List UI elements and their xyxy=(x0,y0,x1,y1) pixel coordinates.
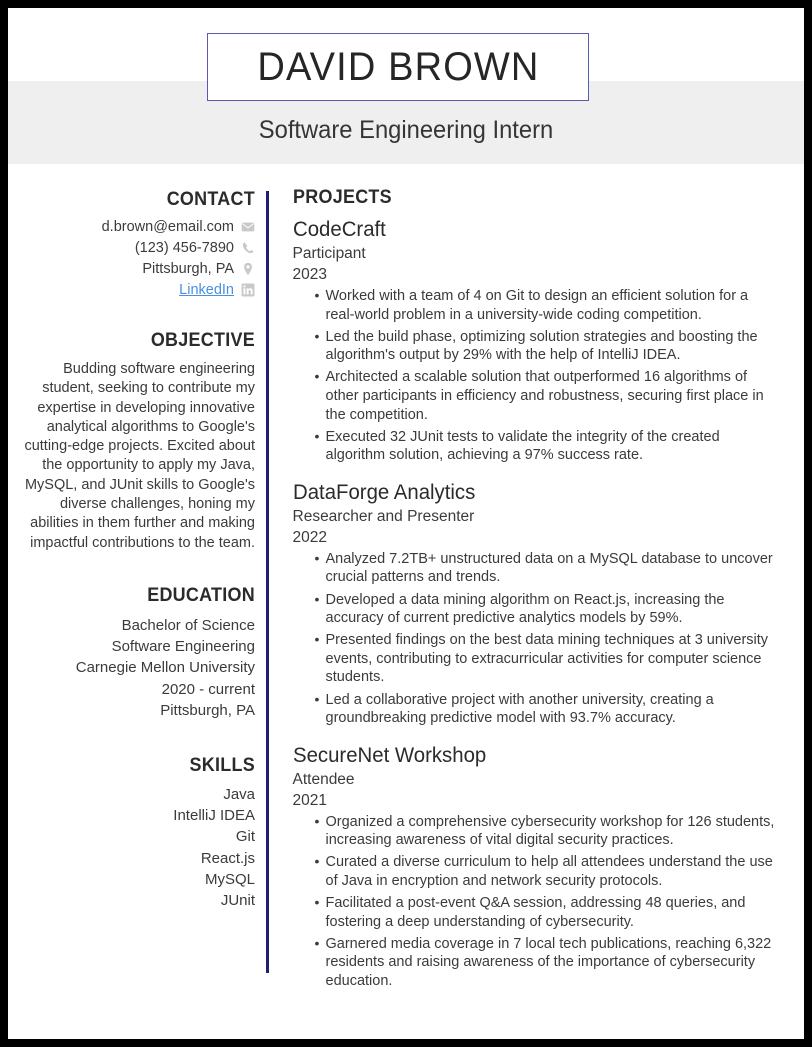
contact-email-text: d.brown@email.com xyxy=(101,219,234,235)
project-year: 2021 xyxy=(292,791,327,809)
contact-location-text: Pittsburgh, PA xyxy=(142,261,234,277)
education-list xyxy=(8,615,255,721)
bullet-item: • Presented findings on the best data mining techniques at 3 university events, contributing to extracurricular activities for computer science students. xyxy=(315,631,781,687)
education-school: Carnegie Mellon University xyxy=(75,659,255,677)
contact-phone-text: (123) 456-7890 xyxy=(134,240,234,256)
resume-header xyxy=(8,8,804,172)
skills-list xyxy=(8,784,255,911)
project-bullets xyxy=(293,287,781,465)
phone-icon xyxy=(241,241,255,255)
bullet-item: • Worked with a team of 4 on Git to design an efficient solution for a real-world problem in a university-wide coding competition. xyxy=(315,287,781,324)
linkedin-icon[interactable] xyxy=(241,283,255,297)
location-pin-icon xyxy=(241,262,255,276)
skill-item: IntelliJ IDEA xyxy=(173,807,255,825)
candidate-name: DAVID BROWN xyxy=(256,44,540,89)
project-entry xyxy=(293,216,781,465)
contact-item-linkedin[interactable] xyxy=(8,281,255,299)
bullet-item: • Garnered media coverage in 7 local tech publications, reaching 6,322 residents and raising awareness of the importance of cybersecurity education. xyxy=(315,935,781,991)
project-role: Attendee xyxy=(292,770,355,788)
project-entry xyxy=(293,479,781,728)
skill-item: Git xyxy=(235,828,255,846)
project-year: 2022 xyxy=(292,528,327,546)
bullet-item: • Analyzed 7.2TB+ unstructured data on a MySQL database to uncover crucial patterns and trends. xyxy=(315,550,781,587)
project-name: SecureNet Workshop xyxy=(292,743,486,767)
objective-text: Budding software engineering student, seeking to contribute my expertise in developing innovative analytical algorithms to Google's cutting-edge projects. Excited about the opportunity to apply my Java, MySQL, and JUnit skills to Google's diverse challenges, honing my abilities in them further and making impactful contributions to the team. xyxy=(24,361,255,551)
bullet-item: • Architected a scalable solution that outperformed 16 algorithms of other participants in efficiency and robustness, securing first place in the competition. xyxy=(315,368,781,424)
skill-item: React.js xyxy=(200,849,255,867)
project-bullets xyxy=(293,550,781,728)
skill-item: Java xyxy=(223,785,255,803)
education-degree: Bachelor of Science xyxy=(121,616,255,634)
job-title: Software Engineering Intern xyxy=(258,116,554,144)
envelope-icon xyxy=(241,220,255,234)
bullet-item: • Executed 32 JUnit tests to validate the integrity of the created algorithm solution, achieving a 97% success rate. xyxy=(315,428,781,465)
section-heading-contact: CONTACT xyxy=(166,188,255,210)
education-major: Software Engineering xyxy=(111,638,255,656)
education-dates: 2020 - current xyxy=(161,680,255,698)
bullet-item: • Led a collaborative project with another university, creating a groundbreaking predictive model with 93.7% accuracy. xyxy=(315,691,781,728)
project-name: DataForge Analytics xyxy=(292,480,475,504)
contact-item-email xyxy=(8,218,255,236)
left-column xyxy=(8,186,266,997)
section-heading-projects: PROJECTS xyxy=(292,186,392,208)
resume-page xyxy=(8,8,804,1039)
bullet-item: • Curated a diverse curriculum to help all attendees understand the use of Java in encryption and network security protocols. xyxy=(315,853,781,890)
project-role: Participant xyxy=(292,245,366,262)
project-year: 2023 xyxy=(292,266,327,283)
resume-body xyxy=(8,172,804,997)
section-heading-education: EDUCATION xyxy=(147,583,255,606)
skill-item: MySQL xyxy=(204,870,255,888)
bullet-item: • Developed a data mining algorithm on React.js, increasing the accuracy of current predictive analytics models by 59%. xyxy=(315,591,781,628)
contact-list xyxy=(8,218,255,299)
education-location: Pittsburgh, PA xyxy=(160,701,255,719)
name-box xyxy=(207,33,589,101)
section-heading-objective: OBJECTIVE xyxy=(150,329,255,351)
contact-item-location xyxy=(8,260,255,278)
bullet-item: • Organized a comprehensive cybersecurity workshop for 126 students, increasing awareness of vital digital security practices. xyxy=(315,813,781,850)
linkedin-link[interactable]: LinkedIn xyxy=(179,282,234,298)
right-column xyxy=(269,186,805,997)
bullet-item: • Led the build phase, optimizing solution strategies and boosting the algorithm's output by 29% with the help of IntelliJ IDEA. xyxy=(315,328,781,365)
project-role: Researcher and Presenter xyxy=(292,507,475,525)
project-entry xyxy=(293,742,781,991)
project-bullets xyxy=(293,813,781,991)
section-heading-skills: SKILLS xyxy=(189,753,255,776)
skill-item: JUnit xyxy=(220,892,255,909)
bullet-item: • Facilitated a post-event Q&A session, addressing 48 queries, and fostering a deep understanding of cybersecurity. xyxy=(315,894,781,931)
contact-item-phone xyxy=(8,239,255,257)
project-name: CodeCraft xyxy=(292,218,386,241)
